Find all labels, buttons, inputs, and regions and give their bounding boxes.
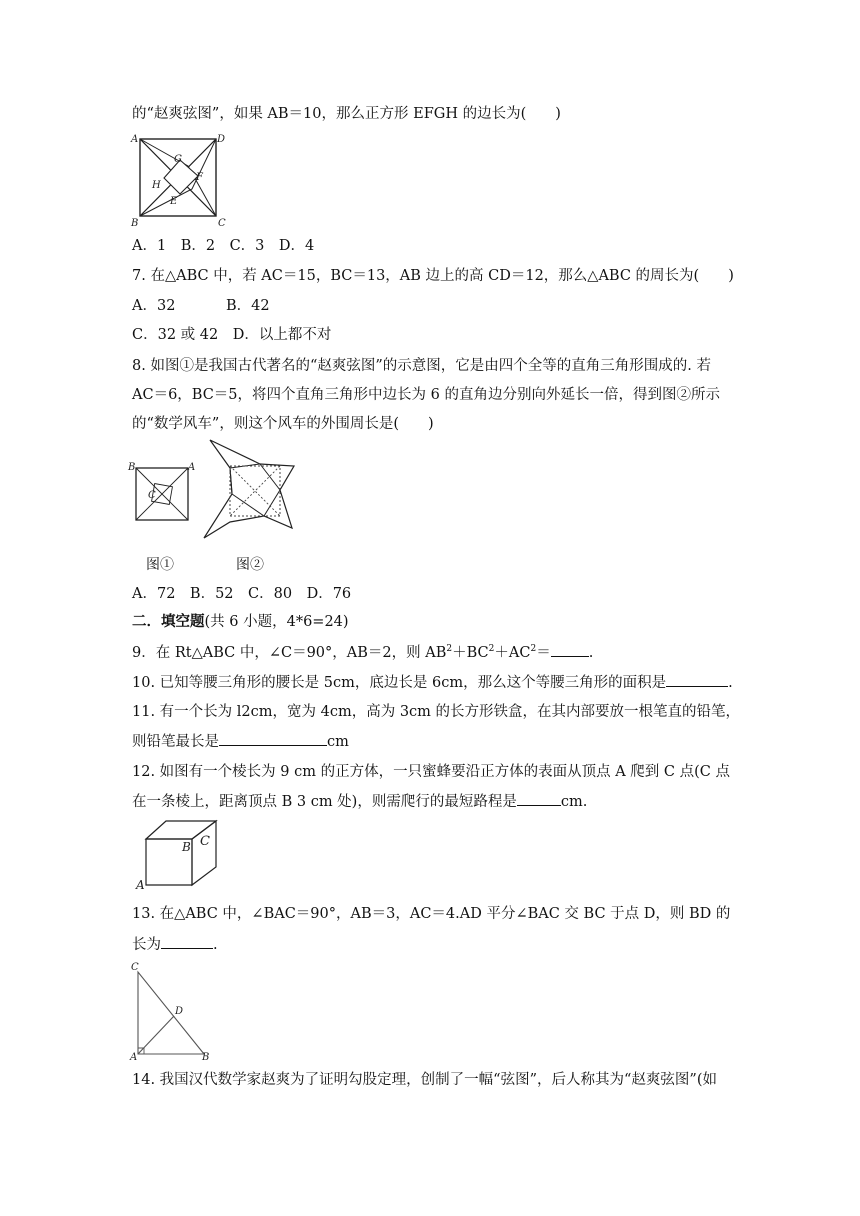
section-2-title: 二．填空题 bbox=[132, 613, 205, 630]
fig-label: H bbox=[152, 180, 161, 191]
q11-text-line2 bbox=[132, 731, 732, 752]
q7-options-row2: C．32 或 42 D．以上都不对 bbox=[132, 327, 332, 343]
section-2-note: (共 6 小题，4*6=24) bbox=[204, 614, 349, 630]
q11-text-line1: 11. 有一个长为 l2cm，宽为 4cm，高为 3cm 的长方形铁盒，在其内部要放一根笔直的铅笔， bbox=[132, 704, 741, 720]
q12-cube-figure bbox=[130, 815, 230, 891]
q10-part: 10. 已知等腰三角形的腰长是 5cm，底边长是 6cm，那么这个等腰三角形的面积是 bbox=[132, 675, 667, 691]
fig-label: D bbox=[175, 1006, 184, 1017]
fig-label: C bbox=[200, 834, 210, 849]
q9-part: ＋AC bbox=[494, 645, 531, 661]
fig-label: D bbox=[217, 134, 226, 145]
q13-part: . bbox=[213, 937, 218, 953]
q8-figure-2-pinwheel bbox=[196, 436, 326, 546]
q9-part: 9．在 Rt△ABC 中，∠C＝90°，AB＝2，则 AB bbox=[132, 645, 447, 661]
q9-text bbox=[132, 642, 732, 663]
q8-text-line2: AC＝6，BC＝5，将四个直角三角形中边长为 6 的直角边分别向外延长一倍，得到图②所示 bbox=[132, 387, 720, 403]
q6-zhao-shuang-figure bbox=[128, 130, 228, 230]
fig-label: B bbox=[182, 840, 191, 854]
fig-label: B bbox=[128, 462, 136, 473]
q9-part: ＝ bbox=[536, 645, 551, 661]
q12-answer-blank[interactable] bbox=[517, 791, 561, 806]
q13-text-line2 bbox=[132, 934, 732, 955]
q7-option-a: A．32 bbox=[132, 298, 176, 314]
fig-label: E bbox=[170, 196, 178, 207]
fig-label: C bbox=[131, 962, 139, 973]
q7-option-b: B．42 bbox=[226, 298, 270, 314]
q6-text: 的“赵爽弦图”，如果 AB＝10，那么正方形 EFGH 的边长为( ) bbox=[132, 106, 561, 122]
q13-part: 长为 bbox=[132, 937, 161, 953]
fig-label: B bbox=[202, 1052, 210, 1062]
q9-part: . bbox=[588, 645, 594, 661]
q13-answer-blank[interactable] bbox=[161, 934, 213, 949]
q10-part: . bbox=[728, 675, 733, 691]
q12-text-line2 bbox=[132, 791, 732, 812]
fig-label: C bbox=[148, 490, 156, 501]
fig-label: A bbox=[136, 878, 145, 891]
q14-text-line1: 14. 我国汉代数学家赵爽为了证明勾股定理，创制了一幅“弦图”，后人称其为“赵爽弦图”(如 bbox=[132, 1072, 717, 1088]
fig-label: F bbox=[196, 172, 203, 183]
fig-label: A bbox=[188, 462, 196, 473]
fig-label: C bbox=[218, 218, 226, 229]
q12-text-line1: 12. 如图有一个棱长为 9 cm 的正方体，一只蜜蜂要沿正方体的表面从顶点 A 爬到 C 点(C 点 bbox=[132, 764, 730, 780]
q9-answer-blank[interactable] bbox=[551, 642, 589, 657]
q13-triangle-figure bbox=[128, 958, 218, 1062]
fig-label: A bbox=[131, 134, 139, 145]
q6-options: A．1 B．2 C．3 D．4 bbox=[132, 238, 315, 254]
q8-text-line1: 8. 如图①是我国古代著名的“赵爽弦图”的示意图，它是由四个全等的直角三角形围成的. 若 bbox=[132, 358, 711, 374]
q7-text: 7. 在△ABC 中，若 AC＝15，BC＝13，AB 边上的高 CD＝12，那么△ABC 的周长为( ) bbox=[132, 268, 734, 284]
q8-caption-1: 图① bbox=[146, 557, 174, 573]
q12-part: cm. bbox=[560, 794, 588, 810]
q12-part: 在一条棱上，距离顶点 B 3 cm 处)，则需爬行的最短路程是 bbox=[132, 794, 517, 810]
q9-sup: 2 bbox=[446, 644, 453, 655]
q13-text-line1: 13. 在△ABC 中，∠BAC＝90°，AB＝3，AC＝4.AD 平分∠BAC 交 BC 于点 D，则 BD 的 bbox=[132, 906, 731, 922]
q9-sup: 2 bbox=[488, 644, 495, 655]
q8-figure-1 bbox=[126, 460, 196, 524]
q8-options: A．72 B．52 C．80 D．76 bbox=[132, 586, 352, 602]
fig-label: A bbox=[130, 1052, 138, 1062]
q9-sup: 2 bbox=[530, 644, 537, 655]
q11-part: cm bbox=[327, 734, 349, 750]
fig-label: B bbox=[131, 218, 139, 229]
q8-text-line3: 的“数学风车”，则这个风车的外围周长是( ) bbox=[132, 416, 434, 432]
q10-answer-blank[interactable] bbox=[666, 672, 728, 687]
q8-caption-2: 图② bbox=[236, 557, 264, 573]
q10-text bbox=[132, 672, 732, 693]
fig-label: G bbox=[174, 154, 182, 165]
q11-part: 则铅笔最长是 bbox=[132, 734, 219, 750]
section-2-heading bbox=[132, 612, 732, 632]
q11-answer-blank[interactable] bbox=[219, 731, 327, 746]
q9-part: ＋BC bbox=[452, 645, 489, 661]
